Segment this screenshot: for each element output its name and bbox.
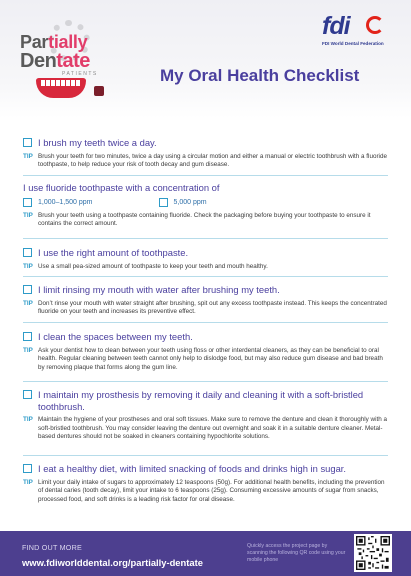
divider	[23, 455, 388, 456]
item-title: I use the right amount of toothpaste.	[38, 247, 189, 258]
tip	[23, 300, 391, 317]
qr-code-icon	[356, 536, 390, 570]
logo-text-part2a: Den	[20, 50, 57, 72]
item-title: I clean the spaces between my teeth.	[38, 331, 193, 342]
find-out-more-label: FIND OUT MORE	[22, 543, 82, 552]
item-title: I use fluoride toothpaste with a concentration of	[23, 182, 220, 193]
tip-label: TIP	[23, 262, 33, 270]
tip	[23, 263, 391, 272]
option-label: 1,000–1,500 ppm	[38, 198, 93, 206]
option-high-ppm[interactable]	[159, 198, 207, 207]
partially-dentate-logo	[14, 12, 122, 106]
checkbox[interactable]	[23, 198, 32, 207]
option-label: 5,000 ppm	[173, 198, 207, 206]
checklist-item-prosthesis	[23, 389, 391, 442]
tip-text: Brush your teeth for two minutes, twice a day using a circular motion and either a manual or electric toothbrush with a fluoride toothpaste, to help reduce your risk of tooth decay and gum disease.	[38, 152, 387, 168]
project-url-link[interactable]: www.fdiworlddental.org/partially-dentate	[22, 557, 203, 568]
logo-text-part1: Par	[20, 32, 49, 52]
checklist-item-amount	[23, 247, 391, 271]
item-title: I eat a healthy diet, with limited snacking of foods and drinks high in sugar.	[38, 463, 346, 474]
tip	[23, 479, 391, 505]
checkbox[interactable]	[23, 390, 32, 399]
tip-label: TIP	[23, 299, 33, 307]
qr-code[interactable]	[354, 534, 392, 572]
divider	[23, 175, 388, 176]
fdi-subtitle: FDI World Dental Federation	[322, 41, 384, 46]
tip-text: Brush your teeth using a toothpaste containing fluoride. Check the packaging before buying your toothpaste to ensure it contains the correct amount.	[38, 211, 371, 227]
qr-note: Quickly access the project page by scanning the following QR code using your mobile phone	[247, 543, 346, 563]
tip-label: TIP	[23, 346, 33, 354]
item-title: I brush my teeth twice a day.	[38, 137, 157, 148]
fdi-ring-icon	[366, 16, 384, 34]
divider	[23, 322, 388, 323]
tip	[23, 347, 391, 373]
item-title: I maintain my prosthesis by removing it daily and cleaning it with a soft-bristled toothbrush.	[38, 389, 364, 412]
checkbox[interactable]	[23, 138, 32, 147]
checklist-item-fluoride	[23, 182, 391, 229]
tip-label: TIP	[23, 478, 33, 486]
page-title: My Oral Health Checklist	[160, 66, 360, 85]
ppm-options	[23, 198, 391, 207]
item-title: I limit rinsing my mouth with water after brushing my teeth.	[38, 284, 280, 295]
tip-label: TIP	[23, 211, 33, 219]
divider	[23, 238, 388, 239]
tip	[23, 153, 391, 170]
fdi-logo-text: fdi	[322, 12, 350, 40]
checkbox[interactable]	[23, 332, 32, 341]
checkbox[interactable]	[23, 248, 32, 257]
fdi-logo	[318, 12, 400, 46]
checkbox[interactable]	[23, 464, 32, 473]
tip-text: Don’t rinse your mouth with water straight after brushing, spit out any excess toothpaste instead. This keeps the concentrated fluoride on your teeth and increases its preventive effect.	[38, 299, 387, 315]
header	[0, 0, 411, 118]
tip-text: Ask your dentist how to clean between your teeth using floss or other interdental cleaners, as they can be beneficial to oral health. Regular cleaning between teeth cannot only help to dislodge food, but may also reduce gum disease and bad breath by removing plaque that forms along the gum line.	[38, 346, 383, 371]
divider	[23, 276, 388, 277]
checklist-item-interdental	[23, 331, 391, 372]
checklist-item-rinsing	[23, 284, 391, 317]
tip	[23, 416, 391, 442]
logo-tag-icon	[94, 86, 104, 96]
tip-label: TIP	[23, 416, 33, 423]
logo-text-part1b: tially	[48, 32, 88, 52]
tip-text: Maintain the hygiene of your prostheses and oral soft tissues. Make sure to remove the denture and clean it thoroughly with a soft-bristled toothbrush. You may consider leaving the denture out overnight and soak it in a suitable denture cleaner. Metal-based dentures should not be soaked in cleaners containing hypochlorite solutions.	[38, 416, 387, 440]
divider	[23, 381, 388, 382]
logo-patients-text: PATIENTS	[62, 71, 98, 77]
checklist-item-brushing	[23, 137, 391, 170]
tip-text: Limit your daily intake of sugars to approximately 12 teaspoons (50g). For additional health benefits, including the prevention of dental caries (tooth decay), limit your intake to 6 teaspoons (25g). Consuming excessive amounts of sugar from snacks, processed food, and soft drinks is a leading risk factor for oral disease.	[38, 478, 385, 503]
teeth-icon	[41, 80, 81, 86]
tip-text: Use a small pea-sized amount of toothpaste to keep your teeth and mouth healthy.	[38, 262, 268, 270]
logo-text-part2b: tate	[56, 50, 90, 72]
checkbox[interactable]	[159, 198, 168, 207]
checklist-item-diet	[23, 463, 391, 504]
tip-label: TIP	[23, 152, 33, 160]
checkbox[interactable]	[23, 285, 32, 294]
option-low-ppm[interactable]	[23, 198, 93, 207]
tip	[23, 212, 391, 229]
footer	[0, 531, 411, 576]
